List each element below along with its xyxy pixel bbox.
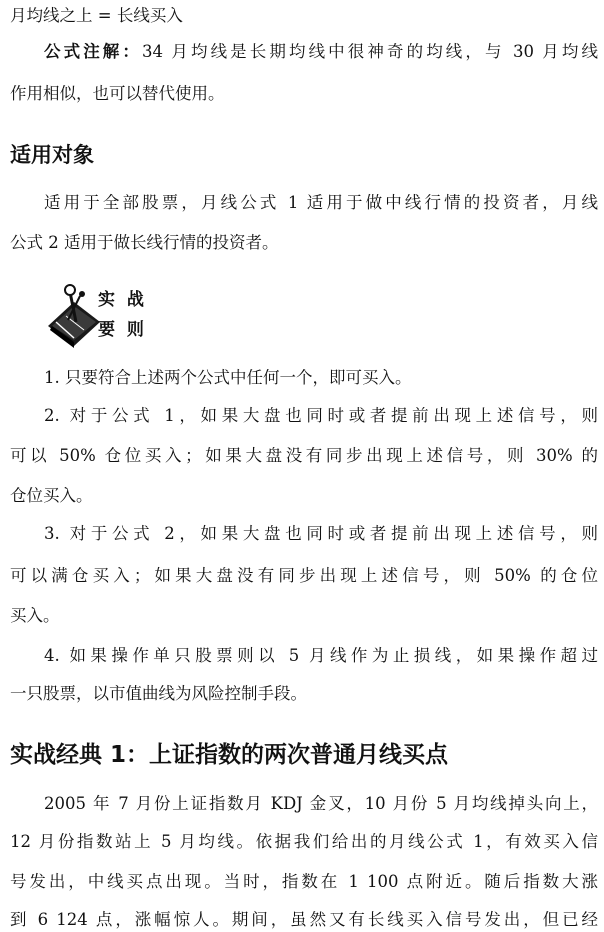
classic-line: 2005 年 7 月份上证指数月 KDJ 金叉，10 月份 5 月均线掉头向上， (44, 794, 598, 813)
rule-line: 可以满仓买入；如果大盘没有同步出现上述信号，则 50% 的仓位 (10, 566, 598, 585)
section-title-classic: 实战经典 1：上证指数的两次普通月线买点 (10, 742, 449, 768)
section-title-applicable: 适用对象 (10, 143, 94, 167)
applicable-line-1: 适用于全部股票，月线公式 1 适用于做中线行情的投资者，月线 (44, 193, 598, 212)
book-with-tools-icon (46, 282, 102, 350)
formula-note-line-2: 作用相似，也可以替代使用。 (10, 84, 225, 103)
rule-line: 3. 对于公式 2，如果大盘也同时或者提前出现上述信号，则 (44, 524, 598, 543)
badge-text-line-2: 要 则 (98, 320, 147, 340)
rule-line: 可以 50% 仓位买入；如果大盘没有同步出现上述信号，则 30% 的 (10, 446, 598, 465)
practice-rules-badge (46, 282, 166, 350)
classic-line: 号发出，中线买点出现。当时，指数在 1 100 点附近。随后指数大涨 (10, 872, 598, 891)
rule-line: 一只股票，以市值曲线为风险控制手段。 (10, 684, 307, 703)
rule-line: 仓位买入。 (10, 486, 93, 505)
formula-line: 月均线之上 = 长线买入 (10, 6, 183, 25)
rule-line: 买入。 (10, 606, 60, 625)
formula-note-label: 公式注解： (44, 42, 143, 61)
rule-line: 4. 如果操作单只股票则以 5 月线作为止损线，如果操作超过 (44, 646, 598, 665)
rule-line: 2. 对于公式 1，如果大盘也同时或者提前出现上述信号，则 (44, 406, 598, 425)
applicable-line-2: 公式 2 适用于做长线行情的投资者。 (10, 233, 279, 252)
badge-text-line-1: 实 战 (98, 290, 147, 310)
rule-line: 1. 只要符合上述两个公式中任何一个，即可买入。 (44, 368, 412, 387)
formula-note-text: 34 月均线是长期均线中很神奇的均线，与 30 月均线 (142, 42, 598, 61)
classic-line: 到 6 124 点，涨幅惊人。期间，虽然又有长线买入信号发出，但已经 (10, 910, 598, 929)
formula-note-line-1 (44, 42, 598, 62)
classic-line: 12 月份指数站上 5 月均线。依据我们给出的月线公式 1，有效买入信 (10, 832, 598, 851)
